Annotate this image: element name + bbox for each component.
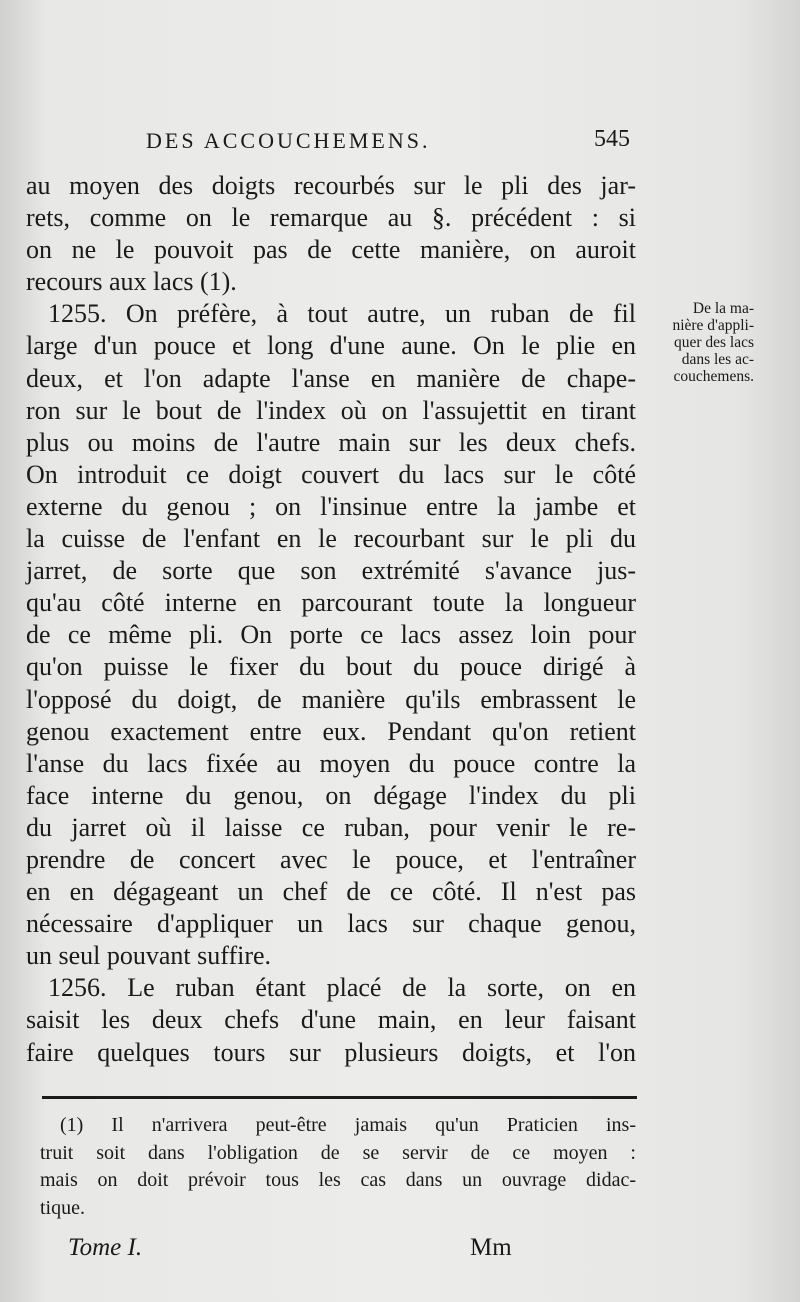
body-line: prendre de concert avec le pouce, et l'entraîner [26, 844, 636, 874]
footnote-rule [42, 1096, 637, 1099]
body-line: au moyen des doigts recourbés sur le pli des jar- [26, 171, 636, 200]
body-line: saisit les deux chefs d'une main, en leur faisant [26, 1005, 636, 1035]
margin-note-line: dans les ac- [681, 351, 754, 368]
body-line: l'opposé du doigt, de manière qu'ils embrassent le [26, 684, 636, 714]
body-line: large d'un pouce et long d'une aune. On le plie en [26, 331, 636, 361]
volume-signature: Tome I. [68, 1234, 143, 1261]
body-line: qu'on puisse le fixer du bout du pouce dirigé à [26, 652, 636, 682]
body-line: externe du genou ; on l'insinue entre la jambe et [26, 491, 636, 521]
body-text [26, 170, 636, 1069]
page-number: 545 [594, 126, 630, 152]
body-line: du jarret où il laisse ce ruban, pour venir le re- [26, 812, 636, 842]
margin-note-line: De la ma- [692, 300, 754, 317]
margin-note-line: couchemens. [673, 368, 754, 385]
body-line: rets, comme on le remarque au §. précédent : si [26, 203, 636, 233]
footnote-line: (1) Il n'arrivera peut-être jamais qu'un Praticien ins- [60, 1114, 636, 1136]
body-line: nécessaire d'appliquer un lacs sur chaque genou, [26, 909, 636, 939]
footnote [40, 1112, 636, 1222]
running-head [140, 128, 630, 162]
body-line: face interne du genou, on dégage l'index du pli [26, 780, 636, 810]
margin-note-line: quer des lacs [673, 334, 754, 351]
body-line: On introduit ce doigt couvert du lacs sur le côté [26, 459, 636, 489]
body-line: un seul pouvant suffire. [26, 941, 272, 971]
body-line: qu'au côté interne en parcourant toute la longueur [26, 588, 636, 618]
running-title: DES ACCOUCHEMENS. [146, 128, 431, 153]
body-line: ron sur le bout de l'index où on l'assujettit en tirant [26, 395, 636, 425]
body-line: plus ou moins de l'autre main sur les deux chefs. [26, 427, 636, 457]
body-line: deux, et l'on adapte l'anse en manière de chape- [26, 363, 636, 393]
body-line: l'anse du lacs fixée au moyen du pouce contre la [26, 748, 636, 778]
footnote-line: tique. [40, 1196, 85, 1219]
body-line: genou exactement entre eux. Pendant qu'on retient [26, 716, 636, 746]
body-line: recours aux lacs (1). [26, 267, 237, 297]
body-line: en en dégageant un chef de ce côté. Il n'est pas [26, 877, 636, 907]
footnote-line: mais on doit prévoir tous les cas dans un ouvrage didac- [40, 1169, 636, 1191]
body-line: on ne le pouvoit pas de cette manière, on auroit [26, 235, 636, 265]
margin-note [634, 300, 754, 385]
body-line: de ce même pli. On porte ce lacs assez loin pour [26, 620, 636, 650]
gathering-mark: Mm [470, 1234, 512, 1261]
body-line: jarret, de sorte que son extrémité s'avance jus- [26, 556, 636, 586]
paragraph-1256-start: 1256. Le ruban étant placé de la sorte, on en [48, 973, 636, 1003]
paragraph-1255-start: 1255. On préfère, à tout autre, un ruban de fil [48, 299, 636, 329]
body-line: faire quelques tours sur plusieurs doigts, et l'on [26, 1037, 636, 1067]
body-line: la cuisse de l'enfant en le recourbant sur le pli du [26, 524, 636, 554]
margin-note-line: nière d'appli- [672, 317, 754, 334]
footnote-line: truit soit dans l'obligation de se servir de ce moyen : [40, 1141, 636, 1164]
